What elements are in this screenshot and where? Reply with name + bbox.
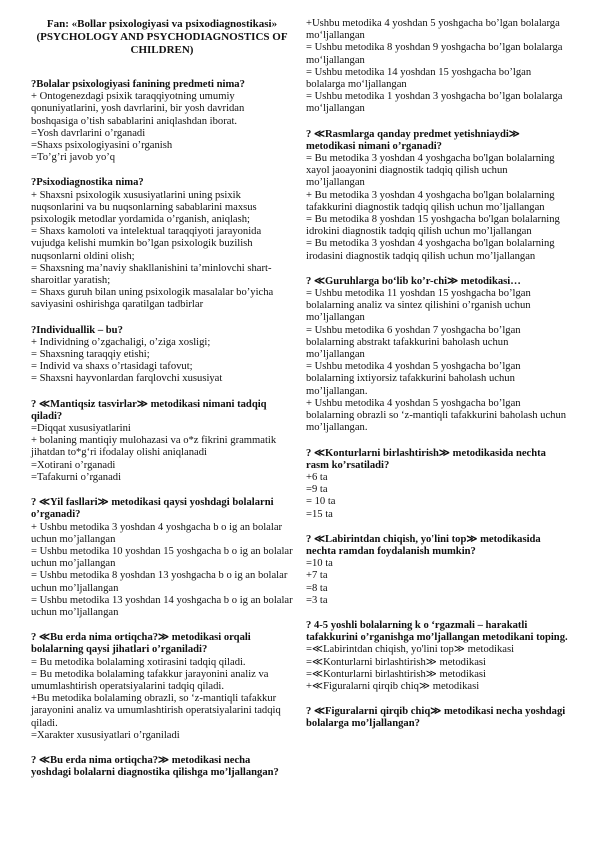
question-block [31, 497, 293, 619]
answer-option: + Ontogenezdagi psixik taraqqiyotning umumiy qonuniyatlarini, yosh davrlarini, bir yosh davridan boshqasiga o’tish sabablarini aniqlashdan iborat. [31, 91, 245, 127]
question-text: ?Psixodiagnostika nima? [31, 177, 144, 189]
answer-option: = Bu metodika 3 yoshdan 4 yoshgacha bo'lgan bolalarning irodasini diagnostik tadqiq qilish uchun mo’ljallangan [306, 238, 555, 262]
answer-option: =To’g’ri javob yo’q [31, 152, 116, 164]
question-text: ? ≪Yil fasllari≫ metodikasi qaysi yoshdagi bolalarni o’rganadi? [31, 497, 274, 521]
answer-option: = Ushbu metodika 14 yoshdan 15 yoshgacha bo’lgan bolalarga mo‘ljallangan [306, 66, 532, 91]
question-block [306, 276, 568, 435]
answer-option: + Bu metodika 3 yoshdan 4 yoshgacha bo'lgan bolalarning tafakkurini diagnostik tadqiq qilish uchun mo’ljallangan [306, 189, 555, 213]
question-text: ?Bolalar psixologiyasi fanining predmeti nima? [31, 79, 245, 90]
answer-option: = Ushbu metodika 1 yoshdan 3 yoshgacha bo’lgan bolalarga mo‘ljallangan [306, 91, 563, 115]
answer-option: = Shaxsning ma’naviy shakllanishini ta’minlovchi shart- sharoitlar yaratish; [31, 262, 272, 287]
answer-option: =Shaxs psixologiyasini o’rganish [31, 140, 173, 152]
title-line: (PSYCHOLOGY AND PSYCHODIAGNOSTICS OF CHILDREN) [36, 31, 288, 56]
question-block [31, 632, 293, 742]
answer-option: +7 ta [306, 570, 328, 582]
question-block [306, 620, 568, 693]
answer-option: = Bu metodika 8 yoshdan 15 yoshgacha bo'lgan bolalarning idrokini diagnostik tadqiq qilish uchun mo’ljallangan [306, 214, 560, 238]
answer-option: = Ushbu metodika 6 yoshdan 7 yoshgacha bo’lgan bolalarning abstrakt tafakkurini baholash uchun mo’ljallangan [306, 324, 521, 361]
title-line: Fan: «Bollar psixologiyasi va psixodiagnostikasi» [46, 18, 278, 30]
answer-option: = Shaxs guruh bilan uning psixologik masalalar bo’yicha saviyasini oshirishga qaratilgan tadbirlar [31, 287, 274, 311]
right-question-list [306, 18, 568, 731]
question-text: ? ≪Bu erda nima ortiqcha?≫ metodikasi necha yoshdagi bolalarni diagnostika qilishga mo’ljallangan? [31, 754, 279, 779]
answer-option: =≪Konturlarni birlashtirish≫ metodikasi [306, 668, 486, 680]
question-block [306, 534, 568, 607]
answer-option: =9 ta [306, 484, 328, 496]
answer-option: = Shaxsning taraqqiy etishi; [31, 349, 150, 361]
question-text: ? ≪Labirintdan chiqish, yo'lini top≫ metodikasida nechta ramdan foydalanish mumkin? [306, 533, 541, 557]
answer-option: + Ushbu metodika 3 yoshdan 4 yoshgacha b o ig an bolalar uchun mo’jallangan [31, 521, 283, 545]
question-block [306, 18, 568, 116]
answer-option: =15 ta [306, 508, 333, 520]
left-question-list [31, 79, 293, 779]
question-block [306, 448, 568, 521]
answer-option: + bolaning mantiqiy mulohazasi va o*z fikrini grammatik jihatdan to*g‘ri ifodalay olishi aniqlanadi [31, 435, 277, 459]
question-block [306, 706, 568, 730]
answer-option: + Shaxsni psixologik xususiyatlarini uning psixik nuqsonlarini va bu nuqsonlarning sabablarini maxsus psixologik metodlar yordamida o’rganish, aniqlash; [31, 189, 257, 226]
answer-option: =Tafakurni o’rganadi [31, 471, 122, 483]
question-block [31, 399, 293, 484]
answer-option: =Xarakter xususiyatlari o’rganiladi [31, 729, 180, 741]
answer-option: = Individ va shaxs o’rtasidagi tafovut; [31, 361, 193, 373]
answer-option: =10 ta [306, 558, 333, 570]
right-column [306, 18, 568, 744]
answer-option: = Bu metodika bolalaming xotirasini tadqiq qiladi. [31, 656, 246, 668]
answer-option: +Ushbu metodika 4 yoshdan 5 yoshgacha bo’lgan bolalarga mo‘ljallangan [306, 18, 560, 42]
question-block [31, 79, 293, 164]
answer-option: =≪Konturlarni birlashtirish≫ metodikasi [306, 656, 486, 668]
question-text: ? ≪Konturlarni birlashtirish≫ metodikasida nechta rasm ko’rsatiladi? [306, 447, 546, 471]
left-column [31, 18, 293, 792]
question-block [31, 177, 293, 311]
answer-option: =Yosh davrlarini o’rganadi [31, 127, 146, 139]
answer-option: =Diqqat xususiyatlarini [31, 423, 131, 435]
question-text: ? ≪Guruhlarga bo‘lib ko’r-chi≫ metodikasi… [306, 275, 521, 287]
answer-option: = Shaxsni hayvonlardan farqlovchi xususiyat [31, 373, 223, 385]
answer-option: = Ushbu metodika 11 yoshdan 15 yoshgacha bo’lgan bolalarning analiz va sintez qilishini o’rganish uchun mo’ljallangan [306, 288, 531, 324]
answer-option: =≪Labirintdan chiqish, yo'lini top≫ metodikasi [306, 644, 515, 656]
answer-option: + Ushbu metodika 4 yoshdan 5 yoshgacha bo’lgan bolalarning obrazli so ‘z-mantiqli tafakkurini baholash uchun mo’ljallangan. [306, 397, 567, 434]
answer-option: = Ushbu metodika 4 yoshdan 5 yoshgacha bo’lgan bolalarning ixtiyorsiz tafakkurini baholash uchun mo’ljallangan. [306, 361, 521, 397]
answer-option: = Ushbu metodika 13 yoshdan 14 yoshgacha b o ig an bolalar uchun mo’ljallangan [31, 594, 293, 618]
question-block [306, 129, 568, 263]
answer-option: +≪Figuralarni qirqib chiq≫ metodikasi [306, 680, 480, 692]
question-text: ? ≪Figuralarni qirqib chiq≫ metodikasi necha yoshdagi bolalarga mo’ljallangan? [306, 706, 566, 730]
answer-option: = 10 ta [306, 496, 336, 508]
question-text: ? ≪Bu erda nima ortiqcha?≫ metodikasi orqali bolalarning qaysi jihatlari o’rganiladi? [31, 632, 251, 656]
question-block [31, 325, 293, 386]
question-block [31, 755, 293, 779]
answer-option: = Ushbu metodika 10 yoshdan 15 yoshgacha b o ig an bolalar uchun mo’jallangan [31, 545, 293, 570]
answer-option: = Bu metodika bolalaming tafakkur jarayonini analiz va umumlashtirish operatsiyalarini tadqiq qiladi. [31, 668, 269, 692]
answer-option: = Bu metodika 3 yoshdan 4 yoshgacha bo'lgan bolalarning xayol jaoayonini diagnostik tadqiq qilish uchun mo’ljallangan [306, 153, 555, 189]
answer-option: =3 ta [306, 594, 328, 606]
answer-option: =8 ta [306, 582, 328, 594]
question-text: ? ≪Mantiqsiz tasvirlar≫ metodikasi nimani tadqiq qiladi? [31, 398, 267, 422]
answer-option: = Ushbu metodika 8 yoshdan 13 yoshgacha b o ig an bolalar uchun mo’ljallangan [31, 570, 288, 594]
question-text: ?Individuallik – bu? [31, 324, 123, 336]
answer-option: = Ushbu metodika 8 yoshdan 9 yoshgacha bo’lgan bolalarga mo‘ljallangan [306, 42, 563, 66]
answer-option: = Shaxs kamoloti va intelektual taraqqiyoti jarayonida vujudga kelishi mumkin bo’lgan psixologik buzilish nuqsonlarni oldini olish; [31, 226, 262, 262]
answer-option: + Individning o’zgachaligi, o’ziga xosligi; [31, 336, 211, 348]
question-text: ? ≪Rasmlarga qanday predmet yetishniaydi≫ metodikasi nimani o’rganadi? [306, 128, 520, 152]
document-title [31, 18, 293, 57]
answer-option: +Bu metodika bolalaming obrazli, so ‘z-mantiqli tafakkur jarayonini analiz va umumlashtirish operatsiyalarini tadqiq qiladi. [31, 693, 281, 729]
answer-option: =Xotirani o’rganadi [31, 459, 116, 471]
question-text: ? 4-5 yoshli bolalarning k o ‘rgazmali – harakatli tafakkurini o’rganishga mo’ljallangan metodikani toping. [306, 619, 568, 644]
answer-option: +6 ta [306, 471, 328, 483]
